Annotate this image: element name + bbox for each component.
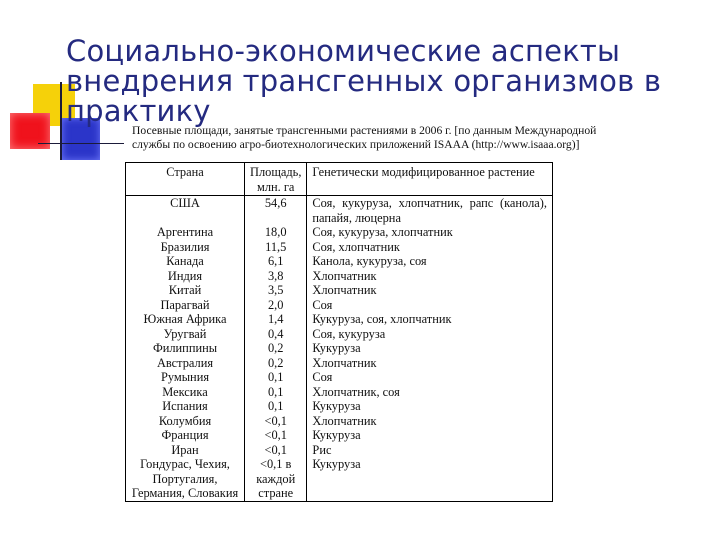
- table-row: [126, 370, 553, 385]
- table-row: [126, 443, 553, 458]
- table-header-row: [126, 163, 553, 196]
- table-row: [126, 341, 553, 356]
- cell-crop: Хлопчатник: [307, 356, 553, 371]
- cell-crop: Хлопчатник, соя: [307, 385, 553, 400]
- cell-area: 0,4: [245, 327, 307, 342]
- cell-country: Бразилия: [126, 240, 245, 255]
- cell-crop: Соя, хлопчатник: [307, 240, 553, 255]
- cell-country: Иран: [126, 443, 245, 458]
- cell-area: 2,0: [245, 298, 307, 313]
- cell-area: 0,1: [245, 399, 307, 414]
- table-row: [126, 240, 553, 255]
- cell-country: Парагвай: [126, 298, 245, 313]
- cell-country: Мексика: [126, 385, 245, 400]
- table-row: [126, 269, 553, 284]
- cell-crop: Кукуруза: [307, 428, 553, 443]
- cell-crop: Хлопчатник: [307, 283, 553, 298]
- table-row: [126, 414, 553, 429]
- cell-country: Австралия: [126, 356, 245, 371]
- cell-crop: Соя, кукуруза: [307, 327, 553, 342]
- cell-country: Уругвай: [126, 327, 245, 342]
- cell-country: Франция: [126, 428, 245, 443]
- header-area: Площадь, млн. га: [245, 163, 307, 196]
- cell-area: 0,2: [245, 341, 307, 356]
- table-row: [126, 254, 553, 269]
- cell-country: Колумбия: [126, 414, 245, 429]
- cell-area: 1,4: [245, 312, 307, 327]
- cell-crop: Кукуруза: [307, 457, 553, 501]
- cell-area: 11,5: [245, 240, 307, 255]
- gm-crops-table: [125, 162, 553, 502]
- table-row: [126, 356, 553, 371]
- cell-country: Канада: [126, 254, 245, 269]
- cell-crop: Соя, кукуруза, хлопчатник: [307, 225, 553, 240]
- table-row: [126, 457, 553, 501]
- cell-country: Индия: [126, 269, 245, 284]
- cell-area: 0,2: [245, 356, 307, 371]
- header-country: Страна: [126, 163, 245, 196]
- table-row: [126, 312, 553, 327]
- cell-crop: Соя: [307, 298, 553, 313]
- table-row: [126, 298, 553, 313]
- cell-crop: Соя: [307, 370, 553, 385]
- cell-area: <0,1: [245, 428, 307, 443]
- cell-area: <0,1 в каждой стране: [245, 457, 307, 501]
- cell-country: Гондурас, Чехия, Португалия, Германия, Словакия: [126, 457, 245, 501]
- cell-crop: Кукуруза: [307, 399, 553, 414]
- cell-area: 3,8: [245, 269, 307, 284]
- cell-crop: Соя, кукуруза, хлопчатник, рапс (канола), папайя, люцерна: [307, 196, 553, 226]
- table-row: [126, 327, 553, 342]
- table-row: [126, 283, 553, 298]
- table-row: [126, 196, 553, 226]
- cell-area: 0,1: [245, 370, 307, 385]
- cell-country: Южная Африка: [126, 312, 245, 327]
- cell-crop: Хлопчатник: [307, 414, 553, 429]
- slide-title: Социально-экономические аспекты внедрения трансгенных организмов в практику: [66, 34, 662, 128]
- cell-area: 54,6: [245, 196, 307, 226]
- cell-area: 3,5: [245, 283, 307, 298]
- cell-country: Румыния: [126, 370, 245, 385]
- header-crop: Генетически модифицированное растение: [307, 163, 553, 196]
- decor-horizontal-line: [38, 143, 124, 144]
- table-row: [126, 385, 553, 400]
- cell-area: 6,1: [245, 254, 307, 269]
- cell-area: 0,1: [245, 385, 307, 400]
- cell-crop: Канола, кукуруза, соя: [307, 254, 553, 269]
- table-body: [126, 196, 553, 502]
- cell-country: Филиппины: [126, 341, 245, 356]
- cell-crop: Хлопчатник: [307, 269, 553, 284]
- cell-area: <0,1: [245, 443, 307, 458]
- cell-country: США: [126, 196, 245, 226]
- decor-vertical-line: [60, 82, 62, 160]
- cell-country: Аргентина: [126, 225, 245, 240]
- cell-crop: Кукуруза: [307, 341, 553, 356]
- table-row: [126, 428, 553, 443]
- cell-crop: Рис: [307, 443, 553, 458]
- table-row: [126, 225, 553, 240]
- cell-crop: Кукуруза, соя, хлопчатник: [307, 312, 553, 327]
- table-row: [126, 399, 553, 414]
- cell-country: Испания: [126, 399, 245, 414]
- table-caption: Посевные площади, занятые трансгенными растениями в 2006 г. [по данным Международной службы по освоению агро-биотехнологических приложений ISAAA (http://www.isaaa.org)]: [132, 124, 597, 151]
- cell-area: <0,1: [245, 414, 307, 429]
- cell-country: Китай: [126, 283, 245, 298]
- cell-area: 18,0: [245, 225, 307, 240]
